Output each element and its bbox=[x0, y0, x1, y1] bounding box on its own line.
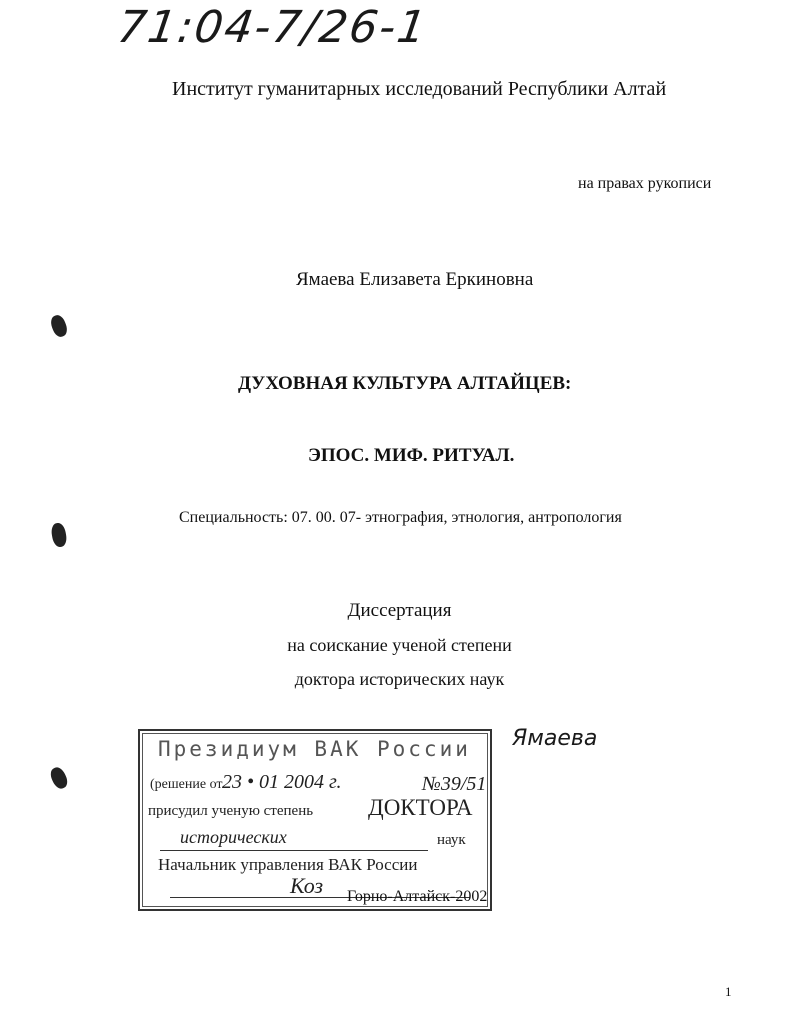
manuscript-rights-note: на правах рукописи bbox=[578, 175, 712, 192]
stamp-field-handwritten: исторических bbox=[180, 827, 287, 847]
stamp-awarded-label: присудил ученую степень bbox=[148, 803, 314, 819]
dissertation-title-line1: ДУХОВНАЯ КУЛЬТУРА АЛТАЙЦЕВ: bbox=[238, 373, 572, 394]
degree-purpose: на соискание ученой степени bbox=[287, 635, 512, 655]
author-name: Ямаева Елизавета Еркиновна bbox=[296, 269, 534, 290]
stamp-head-title: Начальник управления ВАК России bbox=[158, 855, 418, 874]
stamp-decision-date: 23 • 01 2004 г. bbox=[222, 771, 342, 793]
vak-approval-stamp bbox=[138, 729, 492, 911]
city-year: Горно-Алтайск-2002 bbox=[347, 888, 488, 905]
stamp-head-signature: Коз bbox=[290, 873, 324, 898]
dissertation-label: Диссертация bbox=[347, 600, 452, 621]
stamp-sciences-label: наук bbox=[437, 832, 466, 848]
specialty-line: Специальность: 07. 00. 07- этнография, этнология, антропология bbox=[179, 509, 622, 526]
stamp-field-line bbox=[160, 850, 428, 851]
stamp-decision-label: (решение от bbox=[150, 777, 223, 792]
author-signature: Ямаева bbox=[512, 726, 598, 751]
degree-name: доктора исторических наук bbox=[294, 669, 505, 689]
stamp-degree: ДОКТОРА bbox=[368, 795, 473, 820]
stamp-decision-number: №39/51 bbox=[422, 773, 487, 795]
institute-name: Институт гуманитарных исследований Республики Алтай bbox=[172, 78, 667, 100]
dissertation-title-line2: ЭПОС. МИФ. РИТУАЛ. bbox=[308, 445, 515, 466]
stamp-header: Президиум ВАК России bbox=[158, 737, 471, 761]
handwritten-catalog-code: 71:04-7/26-1 bbox=[114, 2, 431, 53]
scan-mark-2 bbox=[50, 522, 68, 548]
scan-mark-3 bbox=[48, 765, 70, 791]
page-number: 1 bbox=[725, 984, 732, 999]
scan-mark-1 bbox=[49, 313, 70, 338]
